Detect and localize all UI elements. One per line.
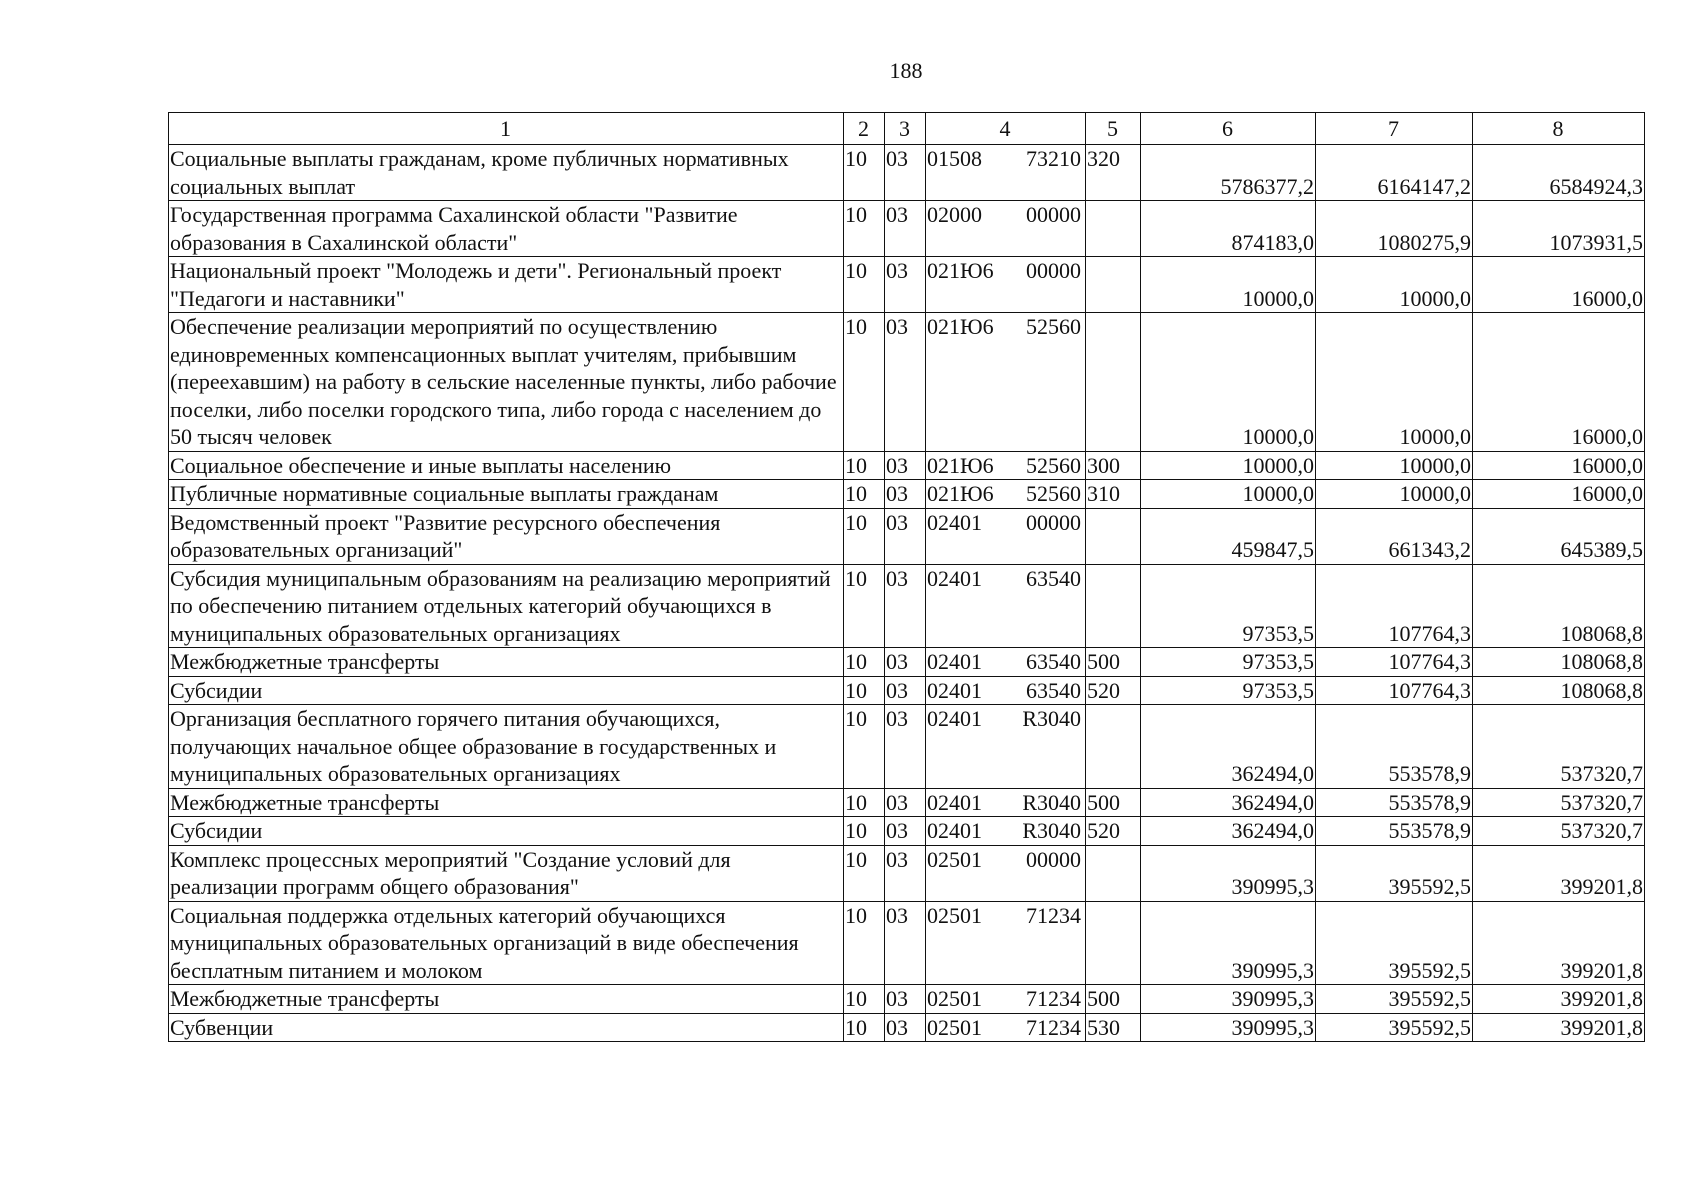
table-row (169, 845, 1645, 901)
subsection-code: 03 (885, 705, 926, 789)
target-article-program: 02501 (927, 846, 982, 872)
subsection-code: 03 (885, 564, 926, 648)
target-article-direction: 52560 (1026, 481, 1081, 506)
amount-col-7: 10000,0 (1316, 257, 1473, 313)
amount-col-6: 390995,3 (1141, 901, 1316, 985)
amount-col-8: 16000,0 (1473, 257, 1645, 313)
table-row (169, 564, 1645, 648)
target-article-code (926, 313, 1086, 452)
row-name: Ведомственный проект "Развитие ресурсного обеспечения образовательных организаций" (169, 508, 844, 564)
amount-col-6: 97353,5 (1141, 564, 1316, 648)
amount-col-7: 553578,9 (1316, 705, 1473, 789)
target-article-program: 02401 (927, 677, 982, 703)
section-code: 10 (844, 313, 885, 452)
subsection-code: 03 (885, 257, 926, 313)
target-article-direction: R3040 (1022, 706, 1081, 731)
header-cell: 3 (885, 113, 926, 145)
section-code: 10 (844, 788, 885, 817)
target-article-program: 021Ю6 (927, 314, 994, 339)
table-row (169, 480, 1645, 509)
amount-col-6: 10000,0 (1141, 480, 1316, 509)
header-cell: 5 (1086, 113, 1141, 145)
target-article-code (926, 508, 1086, 564)
section-code: 10 (844, 508, 885, 564)
expense-type-code: 520 (1086, 676, 1141, 705)
section-code: 10 (844, 676, 885, 705)
amount-col-7: 395592,5 (1316, 985, 1473, 1014)
amount-col-7: 395592,5 (1316, 845, 1473, 901)
section-code: 10 (844, 901, 885, 985)
target-article-direction: 52560 (1026, 452, 1081, 478)
table-row (169, 985, 1645, 1014)
subsection-code: 03 (885, 676, 926, 705)
target-article-direction: 71234 (1026, 902, 1081, 928)
target-article-program: 02501 (927, 902, 982, 928)
target-article-code (926, 257, 1086, 313)
amount-col-8: 16000,0 (1473, 313, 1645, 452)
amount-col-7: 553578,9 (1316, 788, 1473, 817)
target-article-program: 021Ю6 (927, 452, 994, 478)
section-code: 10 (844, 1013, 885, 1042)
amount-col-8: 399201,8 (1473, 1013, 1645, 1042)
amount-col-6: 10000,0 (1141, 313, 1316, 452)
target-article-program: 02401 (927, 509, 982, 535)
expense-type-code: 310 (1086, 480, 1141, 509)
subsection-code: 03 (885, 845, 926, 901)
amount-col-6: 874183,0 (1141, 201, 1316, 257)
section-code: 10 (844, 648, 885, 677)
row-name: Публичные нормативные социальные выплаты гражданам (169, 480, 844, 509)
expense-type-code: 300 (1086, 451, 1141, 480)
amount-col-8: 399201,8 (1473, 901, 1645, 985)
amount-col-7: 553578,9 (1316, 817, 1473, 846)
amount-col-8: 1073931,5 (1473, 201, 1645, 257)
subsection-code: 03 (885, 451, 926, 480)
row-name: Субсидия муниципальным образованиям на реализацию мероприятий по обеспечению питанием отдельных категорий обучающихся в муниципальных образовательных организациях (169, 564, 844, 648)
amount-col-6: 10000,0 (1141, 257, 1316, 313)
expense-type-code: 500 (1086, 788, 1141, 817)
table-row (169, 901, 1645, 985)
subsection-code: 03 (885, 817, 926, 846)
section-code: 10 (844, 480, 885, 509)
amount-col-8: 6584924,3 (1473, 145, 1645, 201)
header-cell: 7 (1316, 113, 1473, 145)
amount-col-8: 16000,0 (1473, 480, 1645, 509)
target-article-direction: 00000 (1026, 202, 1081, 227)
expense-type-code: 500 (1086, 648, 1141, 677)
target-article-direction: 73210 (1026, 146, 1081, 171)
amount-col-8: 537320,7 (1473, 788, 1645, 817)
section-code: 10 (844, 564, 885, 648)
section-code: 10 (844, 451, 885, 480)
target-article-program: 01508 (927, 146, 982, 171)
subsection-code: 03 (885, 1013, 926, 1042)
header-cell: 4 (926, 113, 1086, 145)
table-row (169, 788, 1645, 817)
expense-type-code: 500 (1086, 985, 1141, 1014)
table-row (169, 648, 1645, 677)
section-code: 10 (844, 257, 885, 313)
amount-col-6: 97353,5 (1141, 676, 1316, 705)
expense-type-code (1086, 845, 1141, 901)
amount-col-6: 362494,0 (1141, 817, 1316, 846)
amount-col-8: 399201,8 (1473, 985, 1645, 1014)
table-row (169, 676, 1645, 705)
subsection-code: 03 (885, 313, 926, 452)
section-code: 10 (844, 817, 885, 846)
table-body (169, 145, 1645, 1042)
expense-type-code (1086, 201, 1141, 257)
amount-col-6: 390995,3 (1141, 985, 1316, 1014)
target-article-code (926, 901, 1086, 985)
expense-type-code (1086, 564, 1141, 648)
section-code: 10 (844, 845, 885, 901)
page-number: 188 (889, 58, 923, 83)
amount-col-7: 395592,5 (1316, 1013, 1473, 1042)
amount-col-8: 16000,0 (1473, 451, 1645, 480)
budget-table (168, 112, 1645, 1042)
target-article-code (926, 705, 1086, 789)
table-row (169, 705, 1645, 789)
expense-type-code (1086, 705, 1141, 789)
target-article-direction: 00000 (1026, 509, 1081, 535)
amount-col-7: 1080275,9 (1316, 201, 1473, 257)
table-row (169, 257, 1645, 313)
section-code: 10 (844, 145, 885, 201)
row-name: Комплекс процессных мероприятий "Создание условий для реализации программ общего образования" (169, 845, 844, 901)
table-row (169, 1013, 1645, 1042)
expense-type-code (1086, 508, 1141, 564)
amount-col-7: 10000,0 (1316, 451, 1473, 480)
target-article-code (926, 1013, 1086, 1042)
row-name: Субвенции (169, 1013, 844, 1042)
table-row (169, 817, 1645, 846)
target-article-direction: R3040 (1022, 818, 1081, 843)
target-article-direction: 63540 (1026, 565, 1081, 591)
amount-col-7: 661343,2 (1316, 508, 1473, 564)
amount-col-7: 395592,5 (1316, 901, 1473, 985)
expense-type-code (1086, 257, 1141, 313)
target-article-program: 02501 (927, 1014, 982, 1040)
row-name: Межбюджетные трансферты (169, 648, 844, 677)
target-article-code (926, 676, 1086, 705)
target-article-code (926, 845, 1086, 901)
target-article-program: 021Ю6 (927, 258, 994, 283)
row-name: Государственная программа Сахалинской области "Развитие образования в Сахалинской области" (169, 201, 844, 257)
amount-col-8: 108068,8 (1473, 676, 1645, 705)
row-name: Организация бесплатного горячего питания обучающихся, получающих начальное общее образование в государственных и муниципальных образовательных организациях (169, 705, 844, 789)
header-cell: 2 (844, 113, 885, 145)
row-name: Субсидии (169, 676, 844, 705)
amount-col-7: 10000,0 (1316, 480, 1473, 509)
target-article-direction: 71234 (1026, 1014, 1081, 1040)
subsection-code: 03 (885, 901, 926, 985)
target-article-code (926, 817, 1086, 846)
amount-col-8: 108068,8 (1473, 564, 1645, 648)
table-row (169, 508, 1645, 564)
target-article-direction: 63540 (1026, 649, 1081, 674)
subsection-code: 03 (885, 648, 926, 677)
row-name: Субсидии (169, 817, 844, 846)
subsection-code: 03 (885, 508, 926, 564)
header-row (169, 113, 1645, 145)
target-article-direction: 52560 (1026, 314, 1081, 339)
target-article-code (926, 985, 1086, 1014)
amount-col-6: 97353,5 (1141, 648, 1316, 677)
row-name: Социальные выплаты гражданам, кроме публичных нормативных социальных выплат (169, 145, 844, 201)
amount-col-8: 537320,7 (1473, 705, 1645, 789)
target-article-program: 02401 (927, 565, 982, 591)
target-article-code (926, 564, 1086, 648)
expense-type-code (1086, 901, 1141, 985)
target-article-code (926, 480, 1086, 509)
target-article-program: 02000 (927, 202, 982, 227)
amount-col-6: 390995,3 (1141, 1013, 1316, 1042)
expense-type-code: 320 (1086, 145, 1141, 201)
row-name: Социальное обеспечение и иные выплаты населению (169, 451, 844, 480)
expense-type-code (1086, 313, 1141, 452)
expense-type-code: 530 (1086, 1013, 1141, 1042)
amount-col-6: 5786377,2 (1141, 145, 1316, 201)
row-name: Социальная поддержка отдельных категорий обучающихся муниципальных образовательных организаций в виде обеспечения бесплатным питанием и молоком (169, 901, 844, 985)
amount-col-6: 390995,3 (1141, 845, 1316, 901)
target-article-code (926, 788, 1086, 817)
target-article-direction: 00000 (1026, 846, 1081, 872)
amount-col-8: 645389,5 (1473, 508, 1645, 564)
table-row (169, 313, 1645, 452)
section-code: 10 (844, 705, 885, 789)
subsection-code: 03 (885, 201, 926, 257)
amount-col-7: 107764,3 (1316, 564, 1473, 648)
amount-col-8: 399201,8 (1473, 845, 1645, 901)
row-name: Обеспечение реализации мероприятий по осуществлению единовременных компенсационных выплат учителям, прибывшим (переехавшим) на работу в сельские населенные пункты, либо рабочие поселки, либо поселки городского типа, либо города с населением до 50 тысяч человек (169, 313, 844, 452)
row-name: Межбюджетные трансферты (169, 788, 844, 817)
subsection-code: 03 (885, 985, 926, 1014)
subsection-code: 03 (885, 480, 926, 509)
amount-col-6: 459847,5 (1141, 508, 1316, 564)
target-article-program: 02401 (927, 789, 982, 815)
target-article-code (926, 145, 1086, 201)
section-code: 10 (844, 201, 885, 257)
table-row (169, 201, 1645, 257)
table-row (169, 451, 1645, 480)
target-article-code (926, 201, 1086, 257)
subsection-code: 03 (885, 788, 926, 817)
expense-type-code: 520 (1086, 817, 1141, 846)
target-article-program: 021Ю6 (927, 481, 994, 506)
amount-col-7: 107764,3 (1316, 676, 1473, 705)
amount-col-6: 10000,0 (1141, 451, 1316, 480)
amount-col-7: 10000,0 (1316, 313, 1473, 452)
row-name: Национальный проект "Молодежь и дети". Региональный проект "Педагоги и наставники" (169, 257, 844, 313)
amount-col-7: 107764,3 (1316, 648, 1473, 677)
amount-col-6: 362494,0 (1141, 788, 1316, 817)
target-article-code (926, 648, 1086, 677)
target-article-program: 02501 (927, 986, 982, 1011)
target-article-direction: 00000 (1026, 258, 1081, 283)
row-name: Межбюджетные трансферты (169, 985, 844, 1014)
header-cell: 8 (1473, 113, 1645, 145)
target-article-program: 02401 (927, 649, 982, 674)
section-code: 10 (844, 985, 885, 1014)
target-article-program: 02401 (927, 706, 982, 731)
target-article-direction: R3040 (1022, 789, 1081, 815)
amount-col-8: 537320,7 (1473, 817, 1645, 846)
target-article-code (926, 451, 1086, 480)
amount-col-8: 108068,8 (1473, 648, 1645, 677)
header-cell: 1 (169, 113, 844, 145)
subsection-code: 03 (885, 145, 926, 201)
table-row (169, 145, 1645, 201)
amount-col-6: 362494,0 (1141, 705, 1316, 789)
target-article-program: 02401 (927, 818, 982, 843)
target-article-direction: 71234 (1026, 986, 1081, 1011)
header-cell: 6 (1141, 113, 1316, 145)
amount-col-7: 6164147,2 (1316, 145, 1473, 201)
target-article-direction: 63540 (1026, 677, 1081, 703)
